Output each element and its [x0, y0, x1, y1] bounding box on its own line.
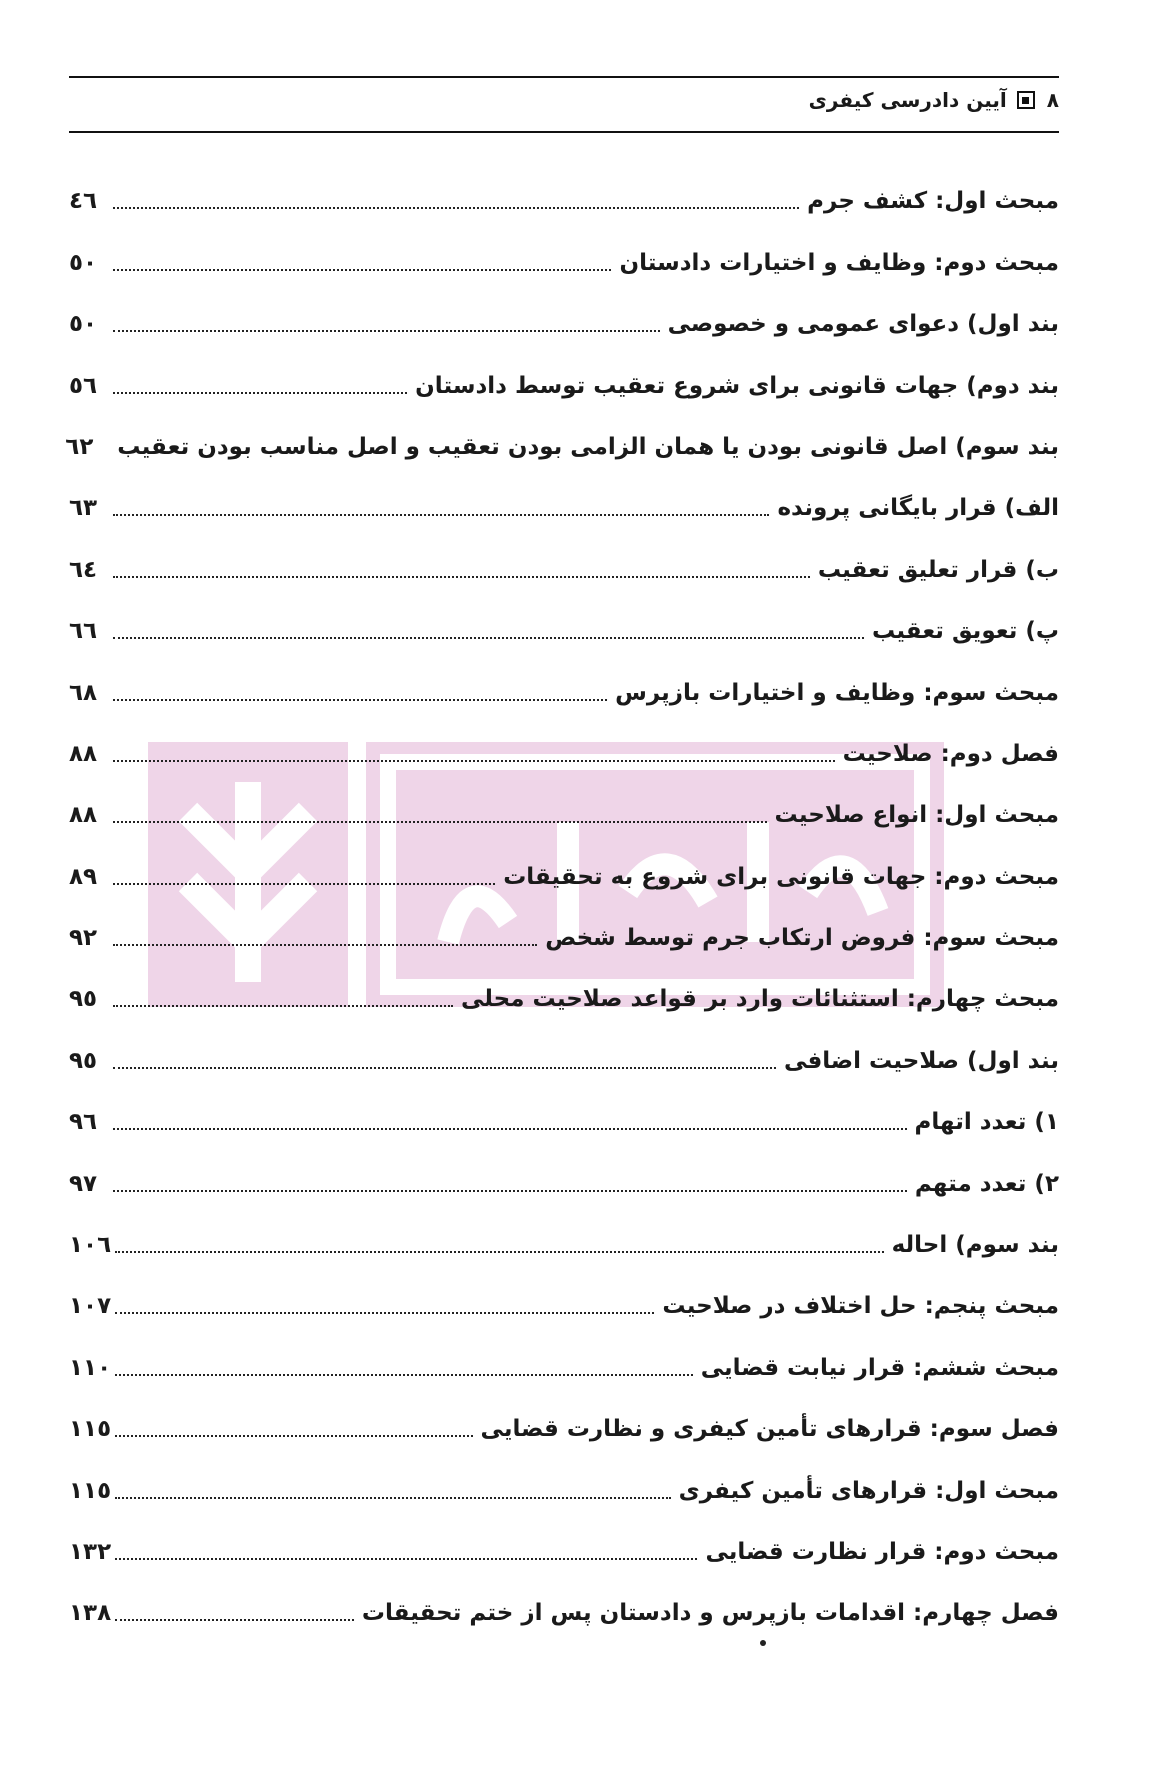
toc-entry [69, 588, 1059, 649]
dot-leader [115, 1374, 693, 1376]
toc-entry-title: مبحث چهارم: استثنائات وارد بر قواعد صلاحیت محلی [461, 986, 1059, 1013]
toc-entry-title: مبحث ششم: قرار نیابت قضایی [700, 1354, 1059, 1381]
toc-entry-title: ١) تعدد اتهام [914, 1109, 1059, 1136]
toc-entry-title: فصل چهارم: اقدامات بازپرس و دادستان پس از ختم تحقیقات [361, 1600, 1059, 1627]
header-rule-bottom [69, 131, 1059, 133]
page-number: ۸ [1046, 88, 1059, 112]
table-of-contents [65, 158, 1059, 1631]
dot-leader [113, 269, 611, 271]
toc-entry-page: ٩٧ [69, 1170, 98, 1197]
toc-entry-title: بند اول) صلاحیت اضافی [783, 1047, 1059, 1074]
toc-entry-title: فصل سوم: قرارهای تأمین کیفری و نظارت قضایی [480, 1416, 1059, 1443]
toc-entry-page: ٩٥ [69, 986, 98, 1013]
toc-entry [69, 219, 1059, 280]
toc-entry-title: مبحث اول: انواع صلاحیت [774, 802, 1059, 829]
toc-entry [69, 1570, 1059, 1631]
toc-entry-page: ٦٦ [69, 618, 98, 645]
toc-entry-page: ٦٢ [65, 433, 94, 460]
toc-entry [69, 711, 1059, 772]
dot-leader [113, 207, 799, 209]
dot-leader [113, 1067, 776, 1069]
toc-entry-title: بند سوم) احاله [891, 1232, 1059, 1259]
toc-entry [69, 1324, 1059, 1385]
dot-leader [113, 883, 495, 885]
toc-entry-title: مبحث سوم: فروض ارتکاب جرم توسط شخص [545, 925, 1059, 952]
toc-entry [69, 1447, 1059, 1508]
toc-entry [69, 956, 1059, 1017]
toc-entry-page: ٦٤ [69, 556, 98, 583]
header-rule-top [69, 76, 1059, 78]
toc-entry-title: بند دوم) جهات قانونی برای شروع تعقیب توسط دادستان [415, 372, 1059, 399]
dot-leader [113, 821, 767, 823]
toc-entry-page: ٩٢ [69, 925, 98, 952]
toc-entry [69, 465, 1059, 526]
dot-leader [113, 760, 835, 762]
toc-entry-page: ١٣٨ [69, 1600, 112, 1627]
toc-entry-page: ١١٥ [69, 1477, 112, 1504]
dot-leader [113, 330, 660, 332]
dot-leader [113, 699, 607, 701]
toc-entry-page: ١١٠ [69, 1354, 112, 1381]
toc-entry-title: مبحث دوم: جهات قانونی برای شروع به تحقیقات [503, 863, 1059, 890]
toc-entry [69, 1079, 1059, 1140]
dot-leader [113, 392, 407, 394]
toc-entry [69, 833, 1059, 894]
toc-entry-title: بند اول) دعوای عمومی و خصوصی [667, 311, 1059, 338]
toc-entry-title: ٢) تعدد متهم [914, 1170, 1059, 1197]
book-title: آیین دادرسی کیفری [808, 88, 1007, 112]
dot-leader [115, 1251, 883, 1253]
toc-entry-page: ٨٩ [69, 863, 98, 890]
toc-entry-title: فصل دوم: صلاحیت [842, 740, 1059, 767]
toc-entry [69, 649, 1059, 710]
toc-entry-page: ٩٦ [69, 1109, 98, 1136]
dot-leader [113, 1190, 907, 1192]
toc-entry-page: ٥٦ [69, 372, 98, 399]
toc-entry-title: ب) قرار تعلیق تعقیب [817, 556, 1059, 583]
dot-leader [115, 1435, 472, 1437]
toc-entry-page: ٥٠ [69, 311, 98, 338]
toc-entry-title: پ) تعویق تعقیب [872, 618, 1059, 645]
toc-entry-title: الف) قرار بایگانی پرونده [777, 495, 1059, 522]
square-bullet-icon [1017, 91, 1035, 109]
toc-entry-page: ١٣٢ [69, 1538, 112, 1565]
toc-entry-title: مبحث اول: قرارهای تأمین کیفری [678, 1477, 1059, 1504]
toc-entry-page: ٨٨ [69, 802, 98, 829]
toc-entry [69, 1017, 1059, 1078]
toc-entry-page: ٦٣ [69, 495, 98, 522]
toc-entry [69, 895, 1059, 956]
toc-entry-title: مبحث دوم: قرار نظارت قضایی [705, 1538, 1059, 1565]
dot-leader [113, 514, 769, 516]
toc-entry [69, 1140, 1059, 1201]
toc-entry-title: بند سوم) اصل قانونی بودن یا همان الزامی بودن تعقیب و اصل مناسب بودن تعقیب [117, 433, 1059, 460]
dot-leader [113, 944, 537, 946]
toc-entry [69, 526, 1059, 587]
toc-entry-page: ٨٨ [69, 740, 98, 767]
toc-entry-page: ١٠٧ [69, 1293, 112, 1320]
toc-entry-page: ٦٨ [69, 679, 98, 706]
toc-entry-title: مبحث اول: کشف جرم [807, 188, 1059, 215]
toc-entry [69, 281, 1059, 342]
toc-entry [69, 772, 1059, 833]
dot-leader [115, 1619, 354, 1621]
dot-leader [115, 1312, 654, 1314]
dot-leader [113, 576, 810, 578]
toc-entry-page: ٩٥ [69, 1047, 98, 1074]
dot-leader [115, 1497, 670, 1499]
toc-entry [65, 404, 1059, 465]
toc-entry-title: مبحث پنجم: حل اختلاف در صلاحیت [662, 1293, 1059, 1320]
running-header [809, 88, 1059, 112]
toc-entry-page: ٤٦ [69, 188, 98, 215]
toc-entry-title: مبحث دوم: وظایف و اختیارات دادستان [619, 249, 1059, 276]
toc-entry [69, 1509, 1059, 1570]
dot-leader [113, 1128, 907, 1130]
toc-entry [69, 1202, 1059, 1263]
toc-entry [69, 1263, 1059, 1324]
toc-entry-page: ١١٥ [69, 1416, 112, 1443]
dot-leader [113, 637, 864, 639]
toc-entry-title: مبحث سوم: وظایف و اختیارات بازپرس [615, 679, 1059, 706]
toc-entry-page: ١٠٦ [69, 1232, 112, 1259]
toc-entry [69, 342, 1059, 403]
toc-entry [69, 158, 1059, 219]
toc-entry-page: ٥٠ [69, 249, 98, 276]
dot-leader [115, 1558, 697, 1560]
print-speck [760, 1640, 766, 1646]
toc-entry [69, 1386, 1059, 1447]
dot-leader [113, 1005, 453, 1007]
